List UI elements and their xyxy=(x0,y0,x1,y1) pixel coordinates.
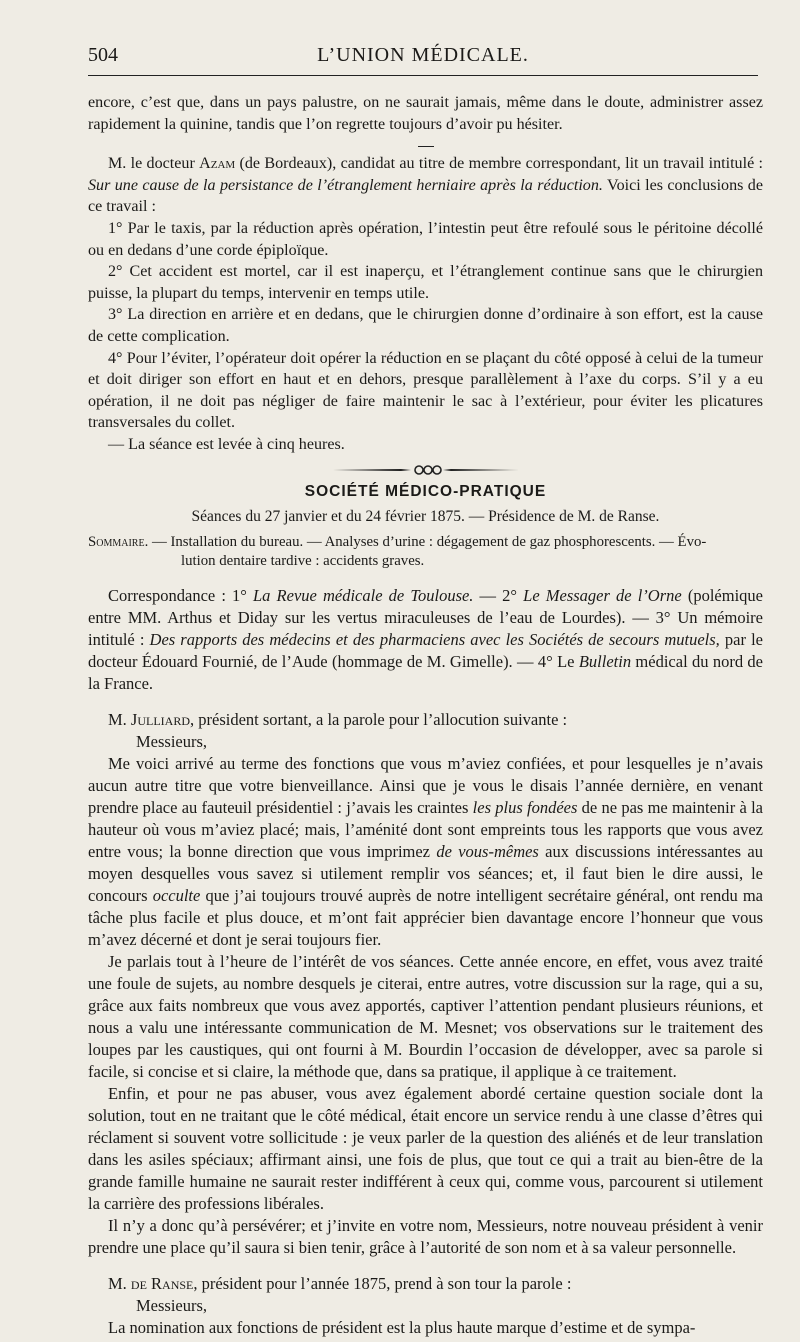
paragraph-azam: M. le docteur Azam (de Bordeaux), candidat au titre de membre correspondant, lit un travail intitulé : Sur une cause de la persistance de l’étranglement herniaire après la réduction. Voici les conclusions de ce travail : xyxy=(88,155,763,216)
ornament-divider xyxy=(331,464,521,476)
ranse-speech-1: La nomination aux fonctions de président est la plus haute marque d’estime et de sympa- xyxy=(108,1318,696,1338)
julliard-speech-4: Il n’y a donc qu’à persévérer; et j’invite en votre nom, Messieurs, notre nouveau président à venir prendre une place qu’il saura si bien tenir, grâce à l’autorité de son nom et à sa valeur personnelle. xyxy=(88,1216,763,1258)
work-title-azam: Sur une cause de la persistance de l’étranglement herniaire après la réduction. xyxy=(88,176,603,194)
summary-text: — Installation du bureau. — Analyses d’urine : dégagement de gaz phosphorescents. — Évo- xyxy=(148,534,707,551)
julliard-speech-1: Me voici arrivé au terme des fonctions que vous m’aviez confiées, et pour lesquelles je n’avais aucun autre titre que votre bienveillance. Ainsi que je vous le disais l’année dernière, en venant prendre place au fauteuil présidentiel : j’avais les craintes les plus fondées de ne pas me maintenir à la hauteur où vous m’aviez placé; mais, l’aménité dont sont empreints tous les rapports que vous avez entre vous; la bonne direction que vous imprimez de vous-mêmes aux discussions intéressantes au moyen desquelles vous savez si utilement remplir vos séances; et, il faut bien le dire aussi, le concours occulte que j’ai toujours trouvé auprès de notre intelligent secrétaire général, ont rendu ma tâche plus facile et plus douce, et m’ont fait apprécier bien davantage encore l’honneur que vous m’avez décerné et dont je serai toujours fier. xyxy=(88,754,763,950)
conclusion-1: 1° Par le taxis, par la réduction après opération, l’intestin peut être refoulé sous le péritoine décollé ou en dedans d’une corde épiploïque. xyxy=(88,219,763,259)
sessions-line: Séances du 27 janvier et du 24 février 1875. — Présidence de M. de Ranse. xyxy=(191,507,660,525)
conclusion-4: 4° Pour l’éviter, l’opérateur doit opérer la réduction en se plaçant du côté opposé à celui de la tumeur et doit diriger son effort en haut et en dehors, presque parallèlement à l’axe du corps. S’il y a eu opération, il ne doit pas négliger de faire maintenir le sac à l’extérieur, pour éviter les plicatures transversales du collet. xyxy=(88,349,763,432)
summary xyxy=(88,533,763,571)
article-body xyxy=(88,92,763,1339)
session-closing: — La séance est levée à cinq heures. xyxy=(108,435,345,453)
header-rule xyxy=(88,75,758,76)
julliard-salutation: Messieurs, xyxy=(136,732,208,752)
page-number: 504 xyxy=(88,44,118,66)
section-title: SOCIÉTÉ MÉDICO-PRATIQUE xyxy=(304,482,547,500)
journal-title: L’UNION MÉDICALE. xyxy=(317,44,529,66)
paragraph-correspondance: Correspondance : 1° La Revue médicale de Toulouse. — 2° Le Messager de l’Orne (polémique entre MM. Arthus et Diday sur les vertus miraculeuses de l’eau de Lourdes). — 3° Un mémoire intitulé : Des rapports des médecins et des pharmaciens avec les Sociétés de secours mutuels, par le docteur Édouard Fournié, de l’Aude (hommage de M. Gimelle). — 4° Le Bulletin médical du nord de la France. xyxy=(88,586,764,694)
conclusion-2: 2° Cet accident est mortel, car il est inaperçu, et l’étranglement continue sans que le chirurgien puisse, la plupart du temps, intervenir en temps utile. xyxy=(88,263,763,302)
ranse-salutation: Messieurs, xyxy=(136,1296,208,1316)
julliard-speech-3: Enfin, et pour ne pas abuser, vous avez également abordé certaine question sociale dont la solution, tout en ne traitant que le côté médical, était encore un service rendu à une classe d’êtres qui réclament si souvent votre sollicitude : je veux parler de la question des aliénés et de leur translation dans les asiles spéciaux; affirmant ainsi, une fois de plus, que tout ce qui a trait au bien-être de la grande famille humaine ne saurait rester indifférent à ceux qui, comme vous, parcourent si utilement la carrière des professions libérales. xyxy=(88,1084,763,1214)
separator-dash xyxy=(88,141,763,151)
summary-continuation: lution dentaire tardive : accidents graves. xyxy=(181,553,425,570)
julliard-speech-2: Je parlais tout à l’heure de l’intérêt de vos séances. Cette année encore, en effet, vous avez traité une foule de sujets, au nombre desquels je citerai, entre autres, votre discussion sur la rage, qui a su, grâce aux faits nombreux que vous avez apportés, captiver l’attention pendant plusieurs réunions, et nous a valu une intéressante communication de M. Mesnet; vos observations sur le traitement des loupes par les caustiques, qui ont fourni à M. Bourdin l’occasion de développer, avec sa parole si facile, si concise et si claire, la méthode que, dans sa pratique, il applique à ce traitement. xyxy=(88,952,763,1082)
julliard-intro: M. Julliard, président sortant, a la parole pour l’allocution suivante : xyxy=(108,710,568,730)
summary-label: Sommaire. xyxy=(88,534,149,551)
ranse-intro: M. de Ranse, président pour l’année 1875, prend à son tour la parole : xyxy=(108,1274,572,1294)
conclusion-3: 3° La direction en arrière et en dedans, que le chirurgien donne d’ordinaire à son effort, est la cause de cette complication. xyxy=(88,306,763,345)
paragraph-quinine: encore, c’est que, dans un pays palustre, on ne saurait jamais, même dans le doute, administrer assez rapidement la quinine, tandis que l’on regrette toujours d’avoir pu hésiter. xyxy=(88,94,763,133)
running-header xyxy=(88,44,758,74)
author-azam: Azam xyxy=(199,155,236,173)
